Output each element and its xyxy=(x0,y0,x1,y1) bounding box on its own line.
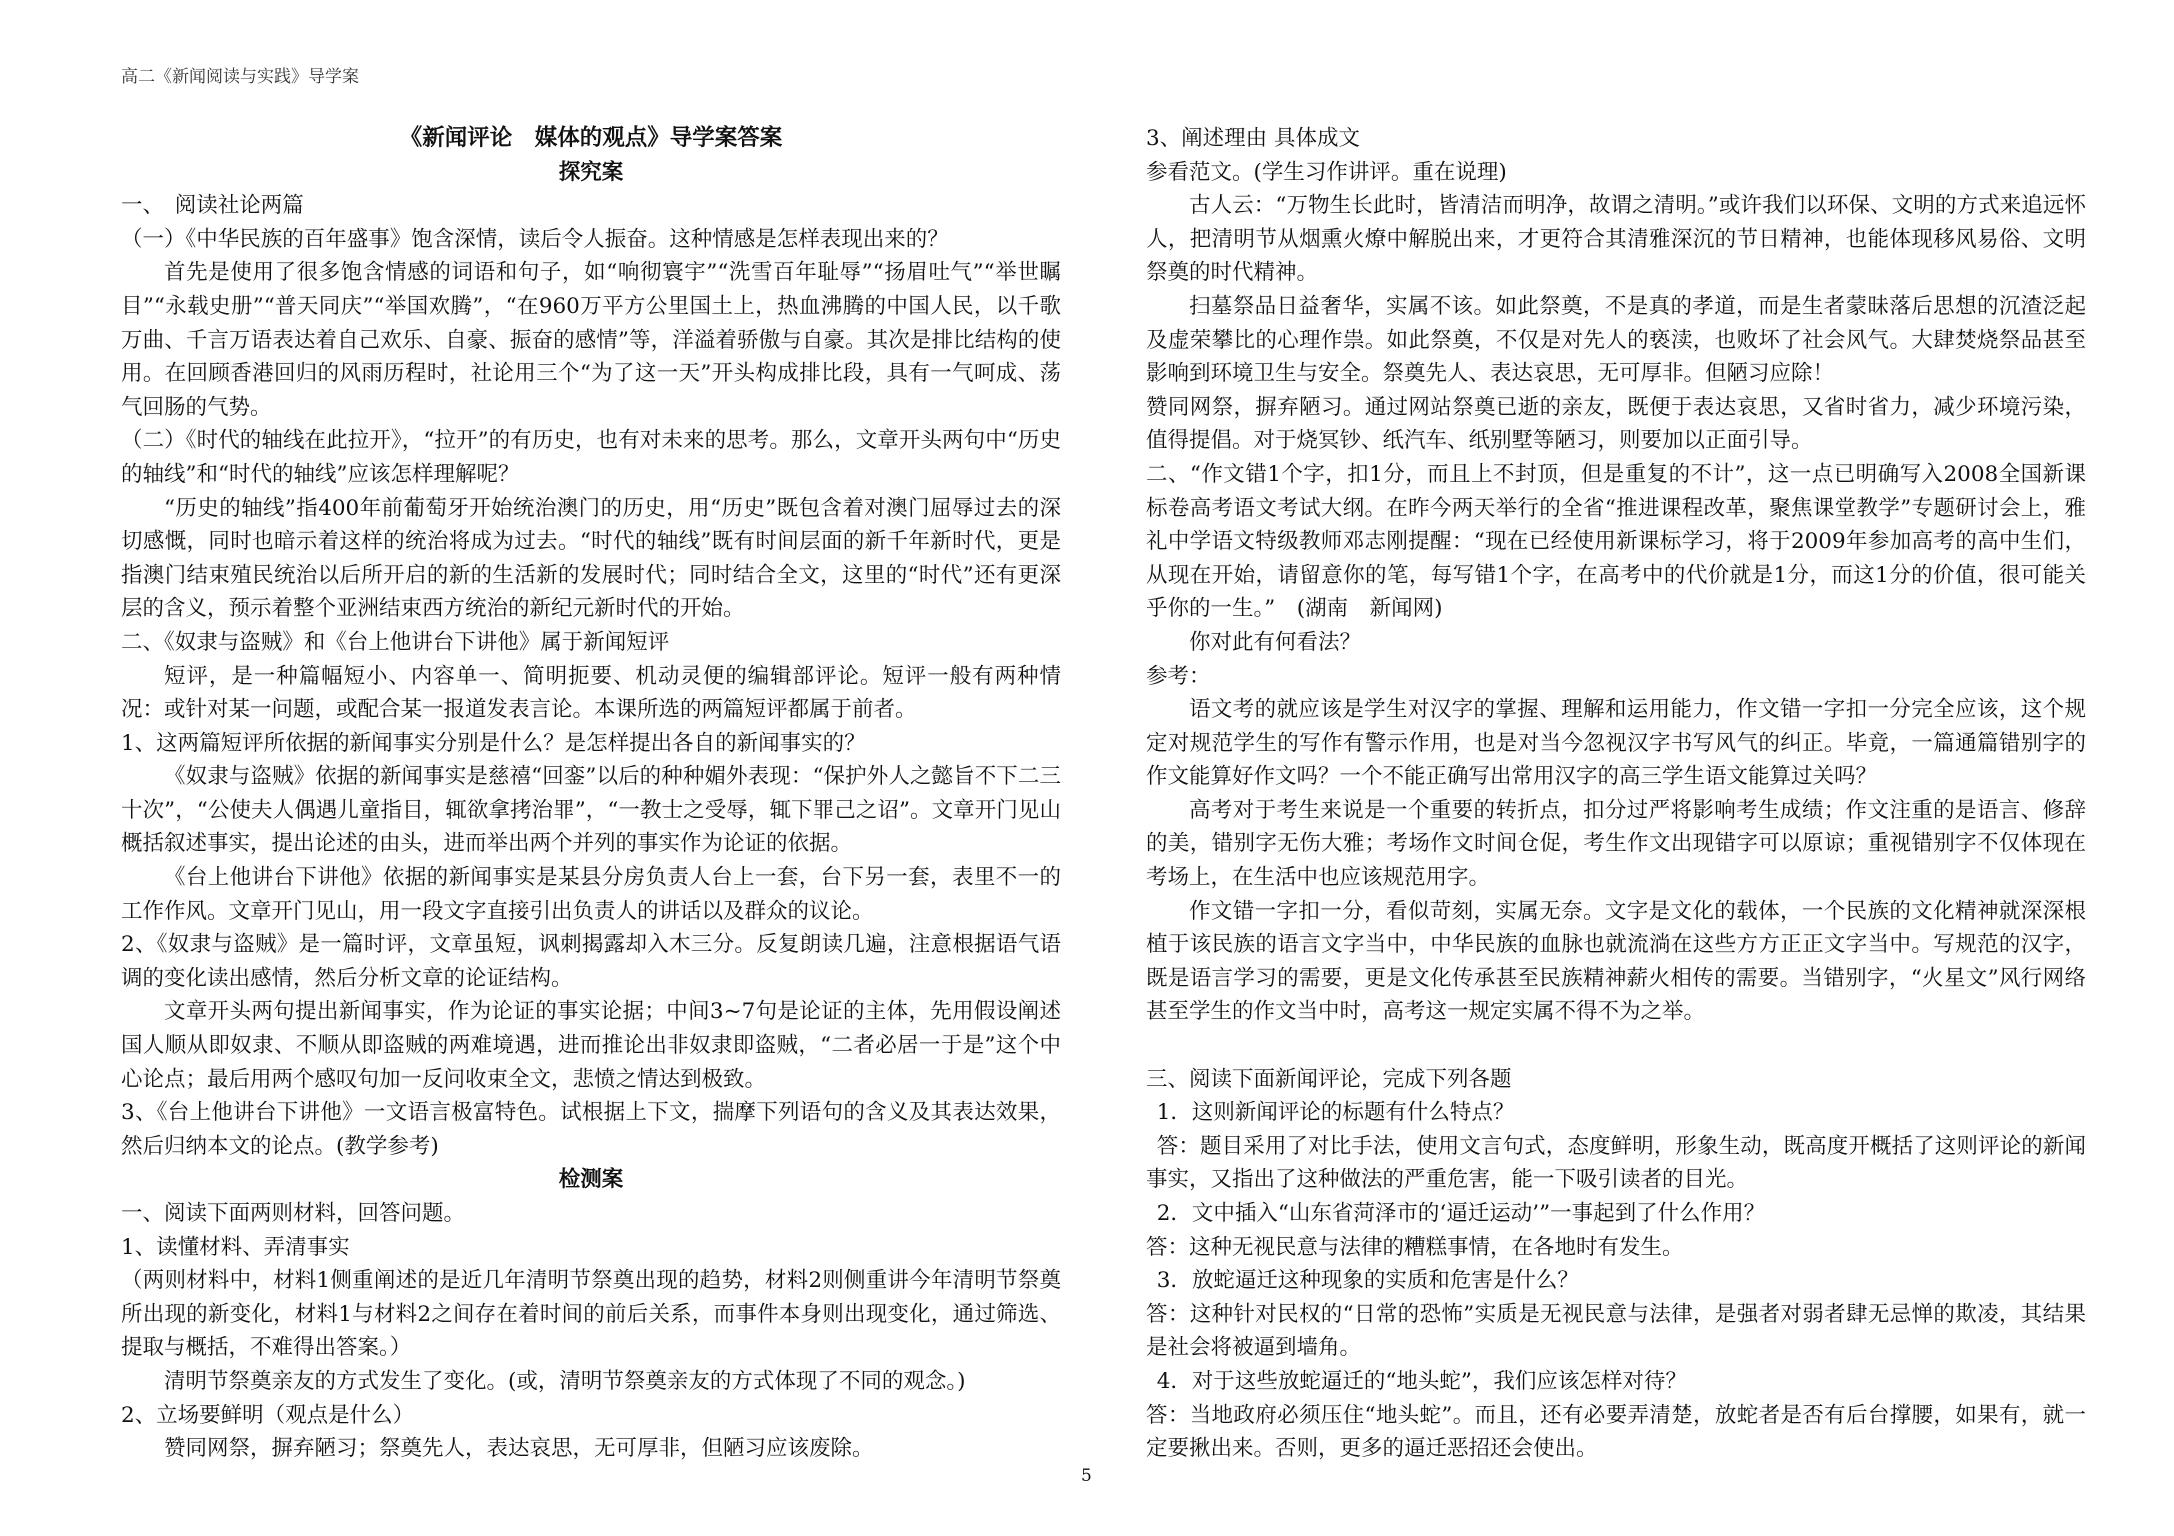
paragraph: 1、读懂材料、弄清事实 xyxy=(121,1234,350,1260)
paragraph: 你对此有何看法？ xyxy=(1189,629,1362,655)
paragraph: 2、《奴隶与盗贼》是一篇时评，文章虽短，讽刺揭露却入木三分。反复朗读几遍，注意根据语气语调的变化读出感情，然后分析文章的论证结构。 xyxy=(121,932,1061,991)
paragraph: 答：这种针对民权的“日常的恐怖”实质是无视民意与法律，是强者对弱者肆无忌惮的欺凌，其结果是社会将被逼到墙角。 xyxy=(1146,1301,2086,1361)
paragraph: 检测案 xyxy=(558,1167,624,1193)
paragraph: 3、《台上他讲台下讲他》一文语言极富特色。试根据上下文，揣摩下列语句的含义及其表达效果，然后归纳本文的论点。(教学参考) xyxy=(121,1100,1061,1159)
paragraph: 1．这则新闻评论的标题有什么特点？ xyxy=(1156,1100,1515,1126)
paragraph: 一、阅读下面两则材料，回答问题。 xyxy=(121,1201,466,1226)
paragraph: （两则材料中，材料1侧重阐述的是近几年清明节祭奠出现的趋势，材料2则侧重讲今年清明节祭奠所出现的新变化，材料1与材料2之间存在着时间的前后关系，而事件本身则出现变化，通过筛选、提取与概括，不难得出答案。） xyxy=(121,1268,1061,1361)
paragraph: 二、“作文错1个字，扣1分，而且上不封顶，但是重复的不计”，这一点已明确写入2008全国新课标卷高考语文考试大纲。在昨今两天举行的全省“推进课程改革，聚焦课堂教学”专题研讨会上，雅礼中学语文特级教师邓志刚提醒：“现在已经使用新课标学习，将于2009年参加高考的高中生们，从现在开始，请留意你的笔，每写错1个字，在高考中的代价就是1分，而这1分的价值，很可能关乎你的一生。” (湖南 新闻网) xyxy=(1146,461,2086,622)
paragraph: 扫墓祭品日益奢华，实属不该。如此祭奠，不是真的孝道，而是生者蒙昧落后思想的沉渣泛起及虚荣攀比的心理作祟。如此祭奠，不仅是对先人的亵渎，也败坏了社会风气。大肆焚烧祭品甚至影响到环境卫生与安全。祭奠先人、表达哀思，无可厚非。但陋习应除！ xyxy=(1146,293,2086,387)
paragraph: 《台上他讲台下讲他》依据的新闻事实是某县分房负责人台上一套，台下另一套，表里不一的工作作风。文章开门见山，用一段文字直接引出负责人的讲话以及群众的议论。 xyxy=(121,865,1061,924)
paragraph: 参考： xyxy=(1146,663,1211,689)
paragraph: 首先是使用了很多饱含情感的词语和句子，如“响彻寰宇”“洗雪百年耻辱”“扬眉吐气”“举世瞩目”“永载史册”“普天同庆”“举国欢腾”，“在960万平方公里国土上，热血沸腾的中国人民，以千歌万曲、千言万语表达着自己欢乐、自豪、振奋的感情”等，洋溢着骄傲与自豪。其次是排比结构的使用。在回顾香港回归的风雨历程时，社论用三个“为了这一天”开头构成排比段，具有一气呵成、荡气回肠的气势。 xyxy=(121,260,1061,420)
paragraph: 2．文中插入“山东省菏泽市的‘逼迁运动’”一事起到了什么作用？ xyxy=(1156,1201,1766,1226)
paragraph: （一）《中华民族的百年盛事》饱含深情，读后令人振奋。这种情感是怎样表现出来的？ xyxy=(121,226,949,252)
paragraph: 参看范文。(学生习作讲评。重在说理) xyxy=(1146,159,1507,185)
paragraph: 赞同网祭，摒弃陋习。通过网站祭奠已逝的亲友，既便于表达哀思，又省时省力，减少环境污染，值得提倡。对于烧冥钞、纸汽车、纸别墅等陋习，则要加以正面引导。 xyxy=(1146,394,2086,454)
paragraph: “历史的轴线”指400年前葡萄牙开始统治澳门的历史，用“历史”既包含着对澳门屈辱过去的深切感慨，同时也暗示着这样的统治将成为过去。“时代的轴线”既有时间层面的新千年新时代，更是指澳门结束殖民统治以后所开启的新的生活新的发展时代；同时结合全文，这里的“时代”还有更深层的含义，预示着整个亚洲结束西方统治的新纪元新时代的开始。 xyxy=(121,495,1061,622)
right-column xyxy=(1146,122,2086,1466)
paragraph: 三、阅读下面新闻评论，完成下列各题 xyxy=(1146,1066,1512,1092)
paragraph: 4．对于这些放蛇逼迁的“地头蛇”，我们应该怎样对待？ xyxy=(1156,1368,1687,1394)
paragraph: 短评，是一种篇幅短小、内容单一、简明扼要、机动灵便的编辑部评论。短评一般有两种情况：或针对某一问题，或配合某一报道发表言论。本课所选的两篇短评都属于前者。 xyxy=(121,663,1061,723)
paragraph: 清明节祭奠亲友的方式发生了变化。(或，清明节祭奠亲友的方式体现了不同的观念。) xyxy=(164,1368,966,1394)
paragraph: 语文考的就应该是学生对汉字的掌握、理解和运用能力，作文错一字扣一分完全应该，这个规定对规范学生的写作有警示作用，也是对当今忽视汉字书写风气的纠正。毕竟，一篇通篇错别字的作文能算好作文吗？一个不能正确写出常用汉字的高三学生语文能算过关吗？ xyxy=(1146,697,2086,790)
paragraph: 探究案 xyxy=(558,159,624,185)
paragraph: 《新闻评论 媒体的观点》导学案答案 xyxy=(399,125,783,151)
paragraph: 答：题目采用了对比手法，使用文言句式，态度鲜明，形象生动，既高度开概括了这则评论的新闻事实，又指出了这种做法的严重危害，能一下吸引读者的目光。 xyxy=(1146,1133,2086,1193)
paragraph: 古人云：“万物生长此时，皆清洁而明净，故谓之清明。”或许我们以环保、文明的方式来追远怀人，把清明节从烟熏火燎中解脱出来，才更符合其清雅深沉的节日精神，也能体现移风易俗、文明祭奠的时代精神。 xyxy=(1146,193,2086,286)
paragraph: 1、这两篇短评所依据的新闻事实分别是什么？是怎样提出各自的新闻事实的？ xyxy=(121,730,866,756)
paragraph: 文章开头两句提出新闻事实，作为论证的事实论据；中间3~7句是论证的主体，先用假设阐述国人顺从即奴隶、不顺从即盗贼的两难境遇，进而推论出非奴隶即盗贼，“二者必居一于是”这个中心论点；最后用两个感叹句加一反问收束全文，悲愤之情达到极致。 xyxy=(121,999,1061,1092)
paragraph: 作文错一字扣一分，看似苛刻，实属无奈。文字是文化的载体，一个民族的文化精神就深深根植于该民族的语言文字当中，中华民族的血脉也就流淌在这些方方正正文字当中。写规范的汉字，既是语言学习的需要，更是文化传承甚至民族精神薪火相传的需要。当错别字，“火星文”风行网络甚至学生的作文当中时，高考这一规定实属不得不为之举。 xyxy=(1146,898,2086,1025)
paragraph: 赞同网祭，摒弃陋习；祭奠先人，表达哀思，无可厚非，但陋习应该废除。 xyxy=(164,1436,874,1462)
paragraph: 2、立场要鲜明（观点是什么） xyxy=(121,1402,415,1428)
paragraph: 3．放蛇逼迁这种现象的实质和危害是什么？ xyxy=(1156,1268,1579,1294)
page-number: 5 xyxy=(1081,1466,1092,1486)
paragraph: 3、阐述理由 具体成文 xyxy=(1146,126,1361,151)
blank-line xyxy=(1146,1029,2086,1063)
paragraph: 答：这种无视民意与法律的糟糕事情，在各地时有发生。 xyxy=(1146,1234,1684,1260)
paragraph: 《奴隶与盗贼》依据的新闻事实是慈禧“回銮”以后的种种媚外表现：“保护外人之懿旨不下二三十次”，“公使夫人偶遇儿童指目，辄欲拿拷治罪”，“一教士之受辱，辄下罪己之诏”。文章开门见山概括叙述事实，提出论述的由头，进而举出两个并列的事实作为论证的依据。 xyxy=(121,764,1061,857)
paragraph: （二）《时代的轴线在此拉开》，“拉开”的有历史，也有对未来的思考。那么，文章开头两句中“历史的轴线”和“时代的轴线”应该怎样理解呢？ xyxy=(121,428,1061,487)
paragraph: 高考对于考生来说是一个重要的转折点，扣分过严将影响考生成绩；作文注重的是语言、修辞的美，错别字无伤大雅；考场作文时间仓促，考生作文出现错字可以原谅；重视错别字不仅体现在考场上，在生活中也应该规范用字。 xyxy=(1146,797,2086,891)
page-header: 高二《新闻阅读与实践》导学案 xyxy=(121,67,359,87)
paragraph: 二、《奴隶与盗贼》和《台上他讲台下讲他》属于新闻短评 xyxy=(121,629,670,655)
left-column xyxy=(121,122,1061,1466)
paragraph: 答：当地政府必须压住“地头蛇”。而且，还有必要弄清楚，放蛇者是否有后台撑腰，如果有，就一定要揪出来。否则，更多的逼迁恶招还会使出。 xyxy=(1146,1402,2086,1462)
paragraph: 一、 阅读社论两篇 xyxy=(121,193,304,219)
